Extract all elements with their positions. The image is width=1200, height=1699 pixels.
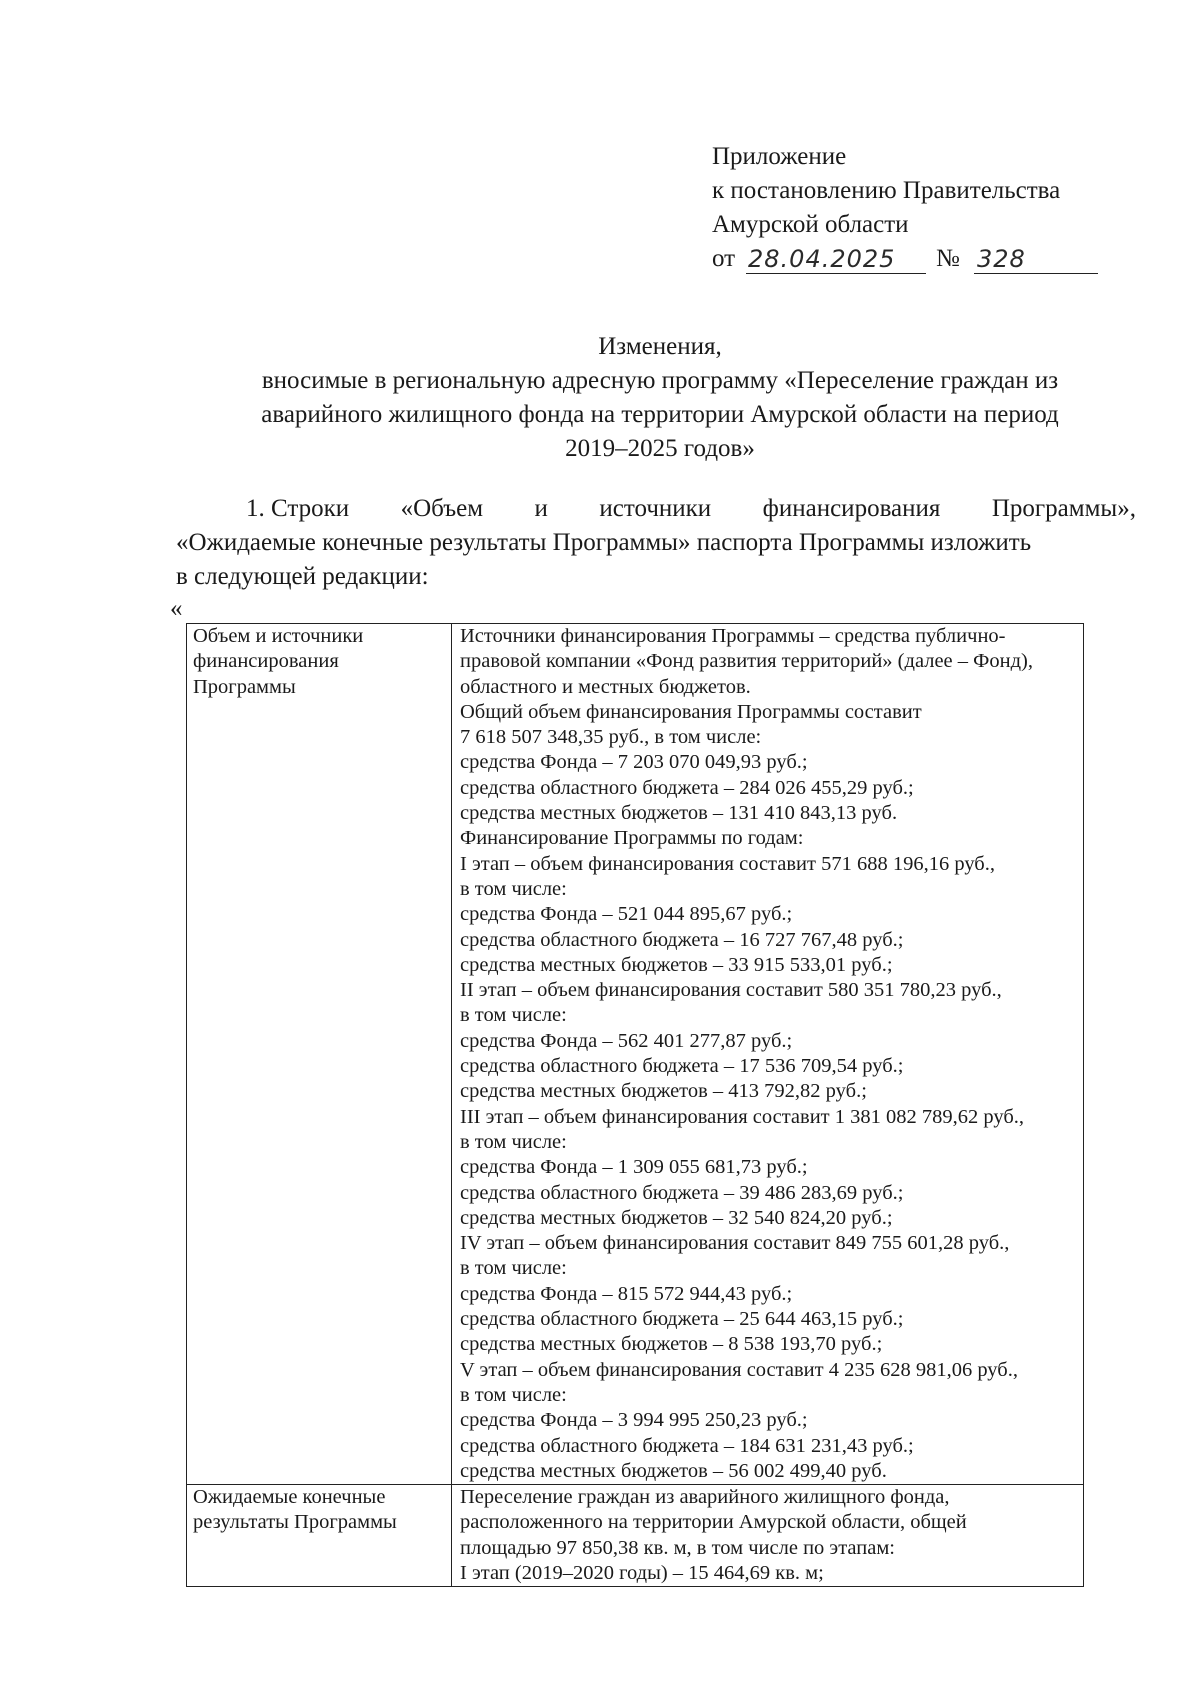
table-row [187,624,1084,1485]
appendix-date-number [712,242,1132,276]
content-line: правовой компании «Фонд развития территорий» (далее – Фонд), [460,650,1033,673]
intro-line-2: «Ожидаемые конечные результаты Программы» паспорта Программы изложить [176,529,1032,556]
content-line: средства местных бюджетов – 33 915 533,01 руб.; [460,953,893,976]
row-label-cell [187,624,452,1485]
label-line: результаты Программы [193,1511,397,1534]
content-line: III этап – объем финансирования составит 1 381 082 789,62 руб., [460,1105,1025,1128]
title-line-3: аварийного жилищного фонда на территории Амурской области на период [261,401,1059,428]
content-line: в том числе: [460,1004,567,1027]
content-line: в том числе: [460,877,567,900]
content-line: средства областного бюджета – 16 727 767,48 руб.; [460,928,904,951]
content-line: II этап – объем финансирования составит 580 351 780,23 руб., [460,979,1002,1002]
appendix-reference: к постановлению Правительства [712,177,1061,204]
content-line: средства местных бюджетов – 413 792,82 руб.; [460,1080,867,1103]
content-line: средства местных бюджетов – 131 410 843,13 руб. [460,802,898,825]
row-label-cell [187,1485,452,1587]
document-title [180,330,1140,466]
title-line-4: 2019–2025 годов» [565,435,755,462]
intro-word: 1. Строки [246,495,350,522]
content-line: Общий объем финансирования Программы составит [460,700,922,723]
content-line: I этап (2019–2020 годы) – 15 464,69 кв. м; [460,1561,824,1584]
content-line: средства областного бюджета – 39 486 283,69 руб.; [460,1181,904,1204]
date-underline [746,273,926,274]
content-line: средства местных бюджетов – 32 540 824,20 руб.; [460,1206,893,1229]
content-line: средства Фонда – 1 309 055 681,73 руб.; [460,1156,808,1179]
content-line: расположенного на территории Амурской области, общей [460,1511,967,1534]
content-line: средства областного бюджета – 25 644 463,15 руб.; [460,1308,904,1331]
opening-quote-mark: « [170,595,183,622]
content-line: средства областного бюджета – 284 026 455,29 руб.; [460,776,914,799]
content-line: площадью 97 850,38 кв. м, в том числе по этапам: [460,1536,895,1559]
content-line: средства Фонда – 521 044 895,67 руб.; [460,903,793,926]
content-line: средства Фонда – 3 994 995 250,23 руб.; [460,1409,808,1432]
intro-line-3: в следующей редакции: [176,563,429,590]
date-prefix: от [712,245,736,272]
content-line: в том числе: [460,1257,567,1280]
table-row [187,1485,1084,1587]
intro-word: источники [599,495,712,522]
content-line: I этап – объем финансирования составит 571 688 196,16 руб., [460,852,995,875]
number-underline [974,273,1098,274]
label-line: Ожидаемые конечные [193,1486,386,1509]
title-line-2: вносимые в региональную адресную программу «Переселение граждан из [261,367,1059,394]
content-line: средства местных бюджетов – 56 002 499,40 руб. [460,1459,887,1482]
content-line: областного и местных бюджетов. [460,675,751,698]
appendix-region: Амурской области [712,211,909,238]
intro-word: и [534,495,548,522]
content-line: 7 618 507 348,35 руб., в том числе: [460,726,762,749]
label-line: Программы [193,675,296,698]
content-line: средства местных бюджетов – 8 538 193,70 руб.; [460,1333,883,1356]
intro-word: Программы», [991,495,1136,522]
intro-paragraph [176,492,1136,594]
content-line: в том числе: [460,1383,567,1406]
intro-word: «Объем [400,495,484,522]
label-line: финансирования [193,650,339,673]
intro-word: финансирования [762,495,941,522]
row-content-cell [452,624,1084,1485]
appendix-header [712,140,1132,276]
handwritten-number: 328 [977,245,1026,273]
appendix-title: Приложение [712,143,847,170]
content-line: IV этап – объем финансирования составит 849 755 601,28 руб., [460,1232,1010,1255]
content-line: Переселение граждан из аварийного жилищного фонда, [460,1486,950,1509]
title-line-1: Изменения, [598,333,722,360]
content-line: средства областного бюджета – 184 631 231,43 руб.; [460,1434,914,1457]
content-line: средства Фонда – 7 203 070 049,93 руб.; [460,751,808,774]
row-content-cell [452,1485,1084,1587]
label-line: Объем и источники [193,625,364,647]
content-line: V этап – объем финансирования составит 4 235 628 981,06 руб., [460,1358,1018,1381]
intro-line-1 [176,492,1136,526]
content-line: Источники финансирования Программы – средства публично- [460,625,1006,647]
handwritten-date: 28.04.2025 [748,245,896,273]
content-line: средства Фонда – 562 401 277,87 руб.; [460,1029,793,1052]
content-line: Финансирование Программы по годам: [460,827,804,850]
number-prefix: № [936,245,960,272]
content-line: средства областного бюджета – 17 536 709,54 руб.; [460,1055,904,1078]
passport-table [186,623,1084,1587]
content-line: средства Фонда – 815 572 944,43 руб.; [460,1282,793,1305]
content-line: в том числе: [460,1130,567,1153]
